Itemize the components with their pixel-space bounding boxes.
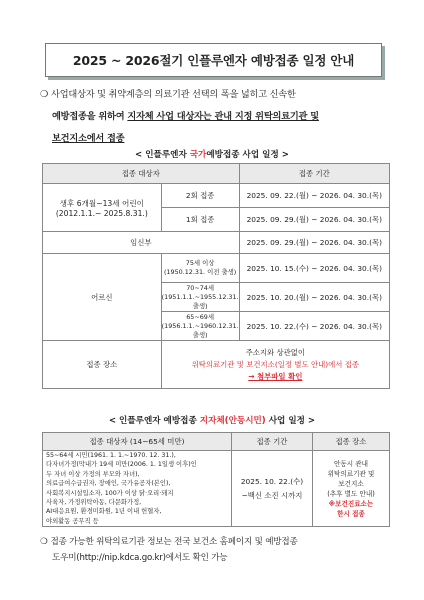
place-label: 접종 장소 — [43, 341, 162, 389]
national-schedule-table — [42, 163, 390, 389]
target-line-7: AI대응요원, 환경미화원, 1년 이내 헌혈자, — [46, 508, 162, 516]
bullet-icon: ❍ — [40, 537, 48, 547]
place-cell — [161, 341, 389, 389]
local-schedule-table — [42, 432, 390, 527]
elder-75-label: 75세 이상 — [185, 259, 215, 267]
title-box — [45, 43, 382, 77]
period-end: ~백신 소진 시까지 — [241, 490, 303, 500]
target-line-1: 55~64세 시민(1961. 1. 1.~1970. 12. 31.), — [46, 452, 176, 459]
section-heading-local — [0, 414, 424, 426]
section-heading-national — [0, 148, 424, 160]
note-text-1: 접종 가능한 위탁의료기관 정보는 전국 보건소 홈페이지 및 예방접종 — [50, 537, 298, 547]
target-line-5: 사회복지시설입소자, 100가 이상 닭·오리·돼지 — [46, 489, 174, 497]
target-line-8: 야외활동 공무직 등 — [46, 517, 99, 525]
pregnant-period: 2025. 09. 29.(월) ~ 2026. 04. 30.(목) — [239, 232, 389, 254]
elder-65-label: 65~69세 — [186, 312, 215, 321]
child-label: 생후 6개월~13세 어린이 — [59, 198, 144, 208]
elder-75-range: (1950.12.31. 이전 출생) — [163, 268, 237, 276]
local-place-cell — [313, 451, 390, 527]
intro-text-2b: 지자체 사업 대상자는 관내 지정 위탁의료기관 및 — [127, 111, 319, 122]
dose2-period: 2025. 09. 22.(월) ~ 2026. 04. 30.(목) — [239, 184, 389, 208]
elder-70-period: 2025. 10. 20.(월) ~ 2026. 04. 30.(목) — [239, 283, 389, 312]
target-line-3: 두 자녀 이상 가정의 부모와 자녀), — [46, 470, 140, 478]
header-local-place: 접종 장소 — [313, 433, 390, 451]
page-title: 2025 ~ 2026절기 인플루엔자 예방접종 일정 안내 — [72, 53, 355, 68]
section2-suffix: 사업 일정 > — [265, 416, 316, 426]
intro-paragraph — [40, 84, 390, 150]
elder-cell: 어르신 — [43, 254, 162, 341]
intro-text-2a: 예방접종을 위하여 — [52, 111, 128, 122]
elder-65-range: (1956.1.1.~1960.12.31.출생) — [161, 321, 239, 339]
intro-text-3a: 보건지소에서 접종 — [52, 133, 125, 144]
intro-line-1 — [40, 84, 390, 106]
place-line-2: 위탁의료기관 및 보건지소(일정 별도 안내)에서 접종 — [191, 359, 360, 369]
place-line-1: 주소지와 상관없이 — [245, 347, 306, 357]
elder-70-range: (1951.1.1.~1955.12.31.출생) — [161, 292, 239, 310]
header-period: 접종 기간 — [239, 164, 389, 184]
elder-65-cell — [161, 312, 239, 341]
local-target-cell — [43, 451, 232, 527]
place-line-a: 안동시 관내 — [334, 459, 368, 468]
info-note — [40, 534, 390, 566]
place-note-1: ※보건진료소는 — [328, 499, 374, 508]
section1-prefix: < 인플루엔자 — [135, 150, 190, 160]
place-line-b: 위탁의료기관 및 — [327, 469, 375, 478]
intro-line-2 — [52, 106, 390, 128]
elder-70-cell — [161, 283, 239, 312]
target-line-6: 사육자, 가정위탁아동, 다문화가정, — [46, 499, 142, 507]
target-line-4: 의료급여수급권자, 장애인, 국가유공자(본인), — [46, 480, 171, 488]
child-cell — [43, 184, 162, 232]
dose1-cell: 1회 접종 — [161, 208, 239, 232]
note-line-2 — [52, 550, 390, 566]
place-line-d: (추후 별도 안내) — [327, 489, 375, 498]
section2-red: 지자체(안동시민) — [199, 416, 266, 426]
dose1-period: 2025. 09. 29.(월) ~ 2026. 04. 30.(목) — [239, 208, 389, 232]
local-period-cell — [232, 451, 313, 527]
bullet-icon: ❍ — [40, 89, 49, 100]
period-start: 2025. 10. 22.(수) — [240, 476, 304, 486]
pregnant-cell: 임신부 — [43, 232, 240, 254]
target-line-2: 다자녀가정(막내가 19세 미만(2006. 1. 1일생 이후)인 — [46, 461, 197, 469]
intro-line-3 — [52, 128, 390, 150]
dose2-cell: 2회 접종 — [161, 184, 239, 208]
place-line-c: 보건지소 — [338, 479, 364, 488]
section1-suffix: 예방접종 사업 일정 > — [206, 150, 289, 160]
note-line-1 — [40, 534, 390, 550]
header-local-target: 접종 대상자 (14~65세 미만) — [43, 433, 232, 451]
intro-text-1: 사업대상자 및 취약계층의 의료기관 선택의 폭을 넓히고 신속한 — [51, 89, 296, 100]
attachment-link[interactable]: → 첨부파일 확인 — [248, 371, 303, 381]
elder-75-cell — [161, 254, 239, 283]
child-range: (2012.1.1.~ 2025.8.31.) — [55, 208, 148, 218]
note-text-2: 도우미(http://nip.kdca.go.kr)에서도 확인 가능 — [52, 553, 228, 563]
section2-prefix: < 인플루엔자 예방접종 — [108, 416, 200, 426]
elder-70-label: 70~74세 — [186, 283, 215, 292]
elder-75-period: 2025. 10. 15.(수) ~ 2026. 04. 30.(목) — [239, 254, 389, 283]
header-target: 접종 대상자 — [43, 164, 240, 184]
place-note-2: 한시 접종 — [337, 509, 365, 518]
section1-red: 국가 — [189, 150, 207, 160]
elder-65-period: 2025. 10. 22.(수) ~ 2026. 04. 30.(목) — [239, 312, 389, 341]
header-local-period: 접종 기간 — [232, 433, 313, 451]
